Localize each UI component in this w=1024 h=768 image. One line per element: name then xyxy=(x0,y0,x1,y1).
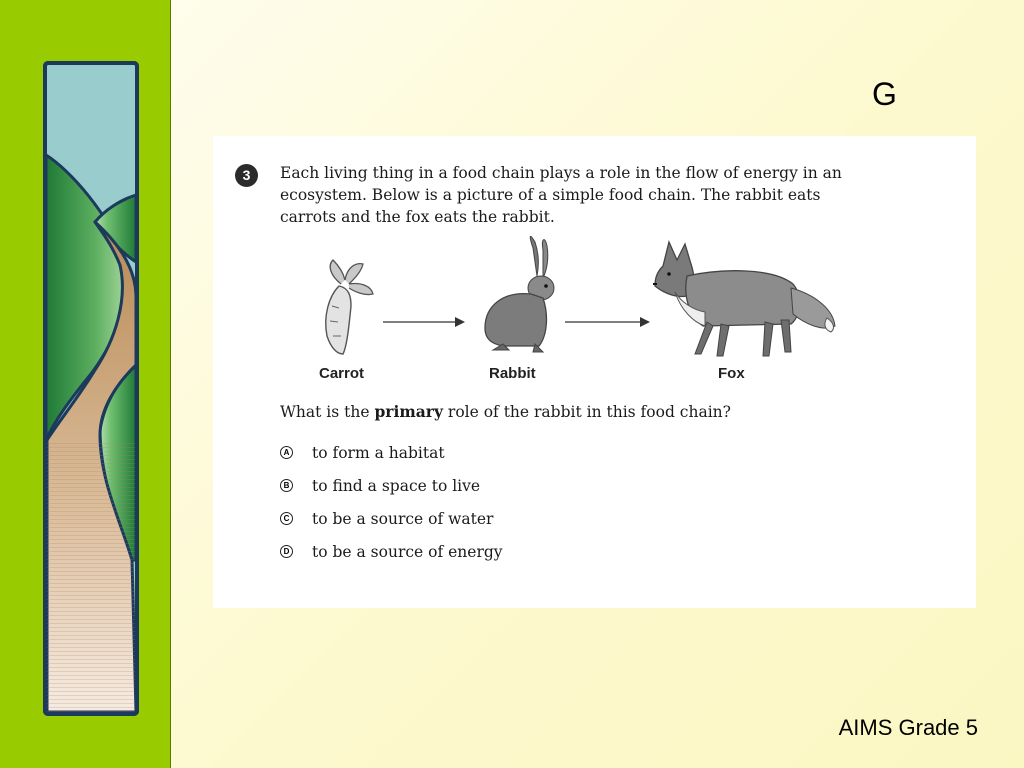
food-chain-diagram xyxy=(303,236,863,416)
prompt-emphasis: primary xyxy=(374,402,443,421)
landscape-illustration xyxy=(0,0,170,768)
question-stem: Each living thing in a food chain plays a role in the flow of energy in an ecosystem. Below is a picture of a simple food chain. The rabbit eats carrots and the fox eats the rabbit. xyxy=(280,164,842,226)
option-text: to find a space to live xyxy=(312,476,481,495)
chain-label-carrot: Carrot xyxy=(319,365,365,382)
option-text: to form a habitat xyxy=(312,443,445,462)
sidebar-panel xyxy=(0,0,171,768)
footer-title: AIMS Grade 5 xyxy=(838,715,978,740)
carrot-icon xyxy=(326,260,373,354)
question-prompt: What is the primary role of the rabbit in this food chain? xyxy=(280,402,731,421)
answer-options xyxy=(280,436,503,568)
option-b[interactable] xyxy=(280,469,503,502)
question-number-badge: 3 xyxy=(235,164,258,187)
option-bubble[interactable]: D xyxy=(280,545,293,558)
option-text: to be a source of energy xyxy=(312,542,503,561)
option-a[interactable] xyxy=(280,436,503,469)
option-d[interactable] xyxy=(280,535,503,568)
rabbit-icon xyxy=(485,236,554,352)
option-bubble[interactable]: B xyxy=(280,479,293,492)
fox-icon xyxy=(653,242,835,356)
option-text: to be a source of water xyxy=(312,509,494,528)
chain-label-rabbit: Rabbit xyxy=(489,365,536,382)
option-bubble[interactable]: C xyxy=(280,512,293,525)
answer-letter: G xyxy=(872,76,897,112)
option-c[interactable] xyxy=(280,502,503,535)
test-item-scan xyxy=(213,136,976,608)
chain-label-fox: Fox xyxy=(718,365,745,382)
option-bubble[interactable]: A xyxy=(280,446,293,459)
